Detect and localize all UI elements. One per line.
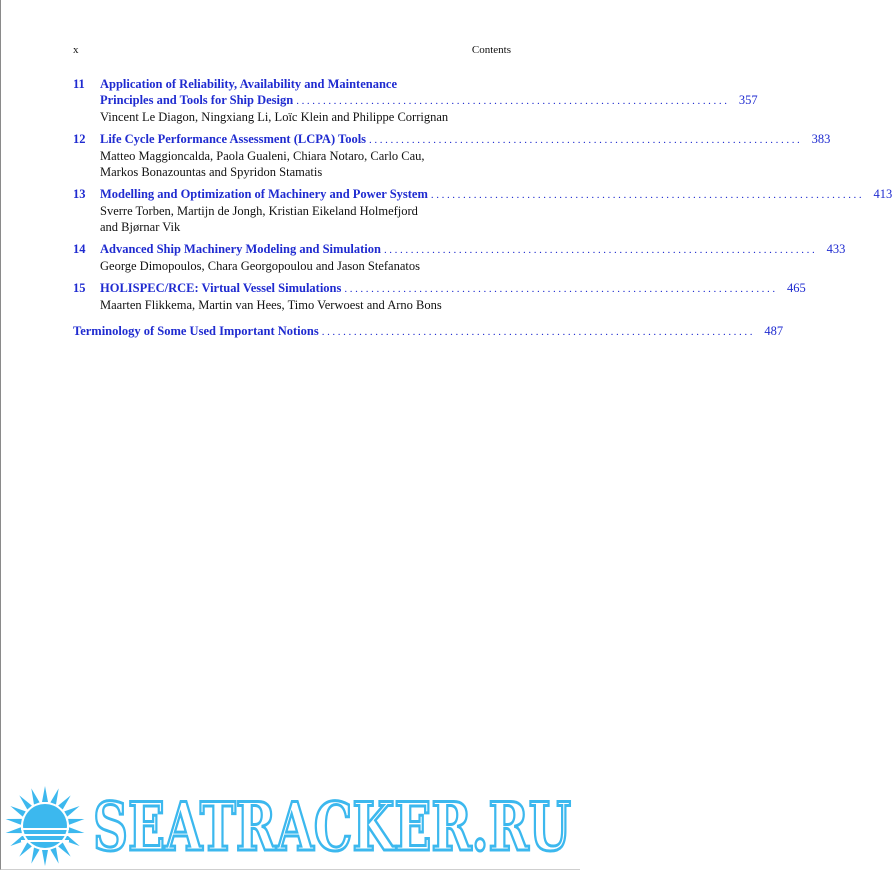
chapter-title-line[interactable]: Modelling and Optimization of Machinery and Power System — [100, 187, 428, 201]
chapter-authors — [73, 258, 511, 274]
dot-leader: ................................................................................. — [430, 189, 865, 201]
chapter-title-line[interactable]: Life Cycle Performance Assessment (LCPA) Tools — [100, 132, 367, 146]
chapter-number: 15 — [73, 281, 86, 295]
sun-icon — [5, 786, 85, 866]
watermark-logo — [1, 782, 583, 866]
dot-leader: ................................................................................. — [321, 326, 756, 338]
chapter-authors — [73, 148, 511, 180]
chapter-page-link[interactable]: 383 — [811, 132, 831, 146]
chapter-number: 12 — [73, 132, 86, 146]
chapter-page-link[interactable]: 357 — [738, 93, 758, 107]
page-marker: x — [73, 44, 79, 56]
dot-leader: ................................................................................. — [383, 244, 818, 256]
dot-leader: ................................................................................. — [369, 134, 803, 146]
chapter-authors — [73, 203, 511, 235]
author-line: Matteo Maggioncalda, Paola Gualeni, Chiara Notaro, Carlo Cau, — [100, 149, 425, 163]
chapter-title-line[interactable]: Advanced Ship Machinery Modeling and Simulation — [100, 242, 381, 256]
author-line: George Dimopoulos, Chara Georgopoulou and Jason Stefanatos — [100, 259, 420, 273]
dot-leader: ................................................................................. — [296, 95, 730, 107]
watermark-text: SEATRACKER.RU — [93, 788, 571, 866]
section-name: Contents — [471, 44, 511, 56]
chapter-number: 11 — [73, 77, 85, 91]
toc-entry-15 — [73, 280, 806, 313]
toc-entry-13 — [73, 186, 892, 235]
terminology-page-link[interactable]: 487 — [764, 324, 784, 338]
running-head — [73, 44, 511, 56]
table-of-contents — [73, 76, 892, 346]
toc-entry-terminology — [73, 323, 784, 340]
chapter-page-link[interactable]: 413 — [873, 187, 892, 201]
dot-leader: ................................................................................. — [344, 283, 778, 295]
chapter-page-link[interactable]: 433 — [826, 242, 846, 256]
chapter-authors — [73, 109, 511, 125]
chapter-number: 13 — [73, 187, 86, 201]
author-line: Maarten Flikkema, Martin van Hees, Timo Verwoest and Arno Bons — [100, 298, 442, 312]
toc-entry-11 — [73, 76, 758, 125]
toc-entry-12 — [73, 131, 831, 180]
chapter-number: 14 — [73, 242, 86, 256]
author-line: Vincent Le Diagon, Ningxiang Li, Loïc Klein and Philippe Corrignan — [100, 110, 449, 124]
chapter-page-link[interactable]: 465 — [786, 281, 806, 295]
chapter-title-line[interactable]: Application of Reliability, Availability and Maintenance — [100, 77, 398, 91]
chapter-title-line[interactable]: Principles and Tools for Ship Design — [100, 93, 294, 107]
author-line: and Bjørnar Vik — [100, 220, 181, 234]
toc-entry-14 — [73, 241, 846, 274]
chapter-title-line[interactable]: HOLISPEC/RCE: Virtual Vessel Simulations — [100, 281, 342, 295]
author-line: Sverre Torben, Martijn de Jongh, Kristian Eikeland Holmefjord — [100, 204, 418, 218]
terminology-title[interactable]: Terminology of Some Used Important Notions — [73, 324, 319, 338]
chapter-authors — [73, 297, 511, 313]
author-line: Markos Bonazountas and Spyridon Stamatis — [100, 165, 323, 179]
